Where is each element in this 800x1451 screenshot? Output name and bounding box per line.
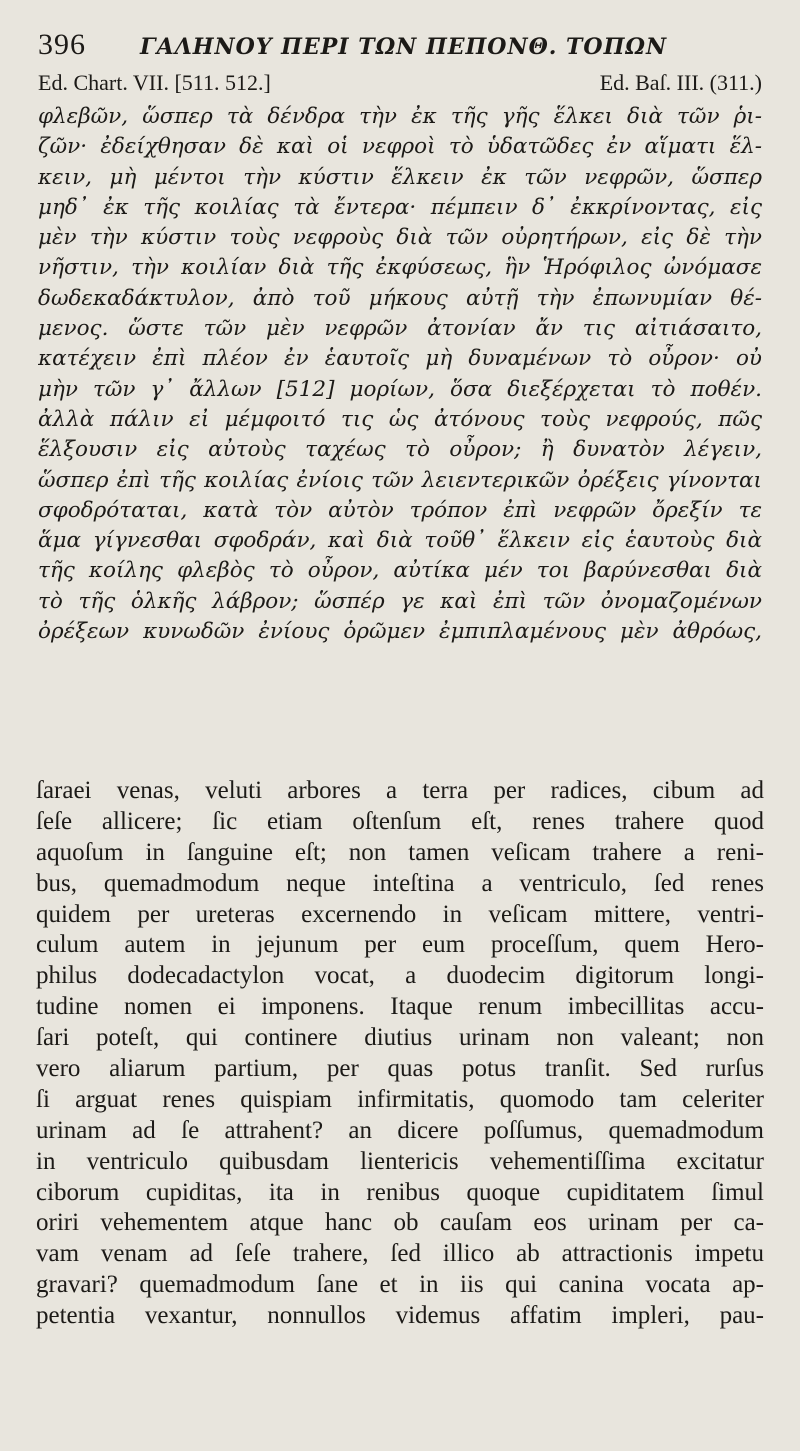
greek-line: ὀρέξεων κυνωδῶν ἐνίους ὁρῶμεν ἐμπιπλαμένους μὲν ἀθρόως,	[38, 619, 762, 645]
greek-line: ἀλλὰ πάλιν εἰ μέμφοιτό τις ὡς ἀτόνους τοὺς νεφρούς, πῶς	[38, 406, 762, 432]
greek-line: φλεβῶν, ὥσπερ τὰ δένδρα τὴν ἐκ τῆς γῆς ἕλκει διὰ τῶν ῥι-	[38, 104, 762, 129]
greek-line: σφοδρόταται, κατὰ τὸν αὐτὸν τρόπον ἐπὶ νεφρῶν ὄρεξίν τε	[38, 497, 762, 523]
latin-line: aquoſum in ſanguine eſt; non tamen veſicam trahere a reni-	[36, 838, 764, 866]
latin-line: in ventriculo quibusdam lientericis vehementiſſima excitatur	[36, 1147, 764, 1175]
latin-text-block	[36, 776, 764, 1332]
edition-basel-reference: Ed. Baſ. III. (311.)	[599, 70, 762, 95]
latin-line: bus, quemadmodum neque inteſtina a ventriculo, ſed renes	[36, 869, 764, 897]
page-header	[38, 28, 762, 64]
latin-line: philus dodecadactylon vocat, a duodecim digitorum longi-	[36, 962, 764, 990]
latin-line: ſari poteſt, qui continere diutius urinam non valeant; non	[36, 1024, 764, 1052]
latin-line: ciborum cupiditas, ita in renibus quoque cupiditatem ſimul	[36, 1178, 764, 1206]
greek-line: τῆς κοίλης φλεβὸς τὸ οὖρον, αὐτίκα μέν τοι βαρύνεσθαι διὰ	[38, 558, 762, 584]
greek-line: τὸ τῆς ὁλκῆς λάβρον; ὥσπέρ γε καὶ ἐπὶ τῶν ὀνομαζομένων	[38, 588, 762, 614]
greek-line: μενος. ὥστε τῶν μὲν νεφρῶν ἀτονίαν ἄν τις αἰτιάσαιτο,	[38, 316, 762, 342]
greek-line: ὥσπερ ἐπὶ τῆς κοιλίας ἐνίοις τῶν λειεντερικῶν ὀρέξεις γίνονται	[38, 467, 762, 493]
greek-line: κειν, μὴ μέντοι τὴν κύστιν ἕλκειν ἐκ τῶν νεφρῶν, ὥσπερ	[38, 164, 762, 190]
running-title: ΓΑΛΗΝΟΥ ΠΕΡΙ ΤΩΝ ΠΕΠΟΝΘ. ΤΟΠΩΝ	[140, 34, 668, 60]
greek-line: μὲν τὴν κύστιν τοὺς νεφροὺς διὰ τῶν οὐρητήρων, εἰς δὲ τὴν	[38, 225, 762, 251]
latin-line: tudine nomen ei imponens. Itaque renum imbecillitas accu-	[36, 993, 764, 1021]
greek-line: κατέχειν ἐπὶ πλέον ἐν ἑαυτοῖς μὴ δυναμένων τὸ οὖρον· οὐ	[38, 346, 762, 372]
latin-line: ſeſe allicere; ſic etiam oſtenſum eſt, renes trahere quod	[36, 807, 764, 835]
page-number: 396	[38, 28, 86, 61]
latin-line: quidem per ureteras excernendo in veſicam mittere, ventri-	[36, 900, 764, 928]
greek-line: νῆστιν, τὴν κοιλίαν διὰ τῆς ἐκφύσεως, ἣν Ἡρόφιλος ὠνόμασε	[38, 255, 762, 281]
latin-line: oriri vehementem atque hanc ob cauſam eos urinam per ca-	[36, 1209, 764, 1237]
latin-line: ſi arguat renes quispiam infirmitatis, quomodo tam celeriter	[36, 1085, 764, 1113]
greek-line: ἕλξουσιν εἰς αὐτοὺς ταχέως τὸ οὖρον; ἢ δυνατὸν λέγειν,	[38, 437, 762, 463]
greek-text-block	[38, 102, 762, 647]
greek-line: δωδεκαδάκτυλον, ἀπὸ τοῦ μήκους αὐτῇ τὴν ἐπωνυμίαν θέ-	[38, 285, 762, 311]
edition-reference-row	[38, 70, 762, 100]
latin-line: vam venam ad ſeſe trahere, ſed illico ab attractionis impetu	[36, 1240, 764, 1268]
greek-line: μὴν τῶν γ᾽ ἄλλων [512] μορίων, ὅσα διεξέρχεται τὸ ποθέν.	[38, 376, 762, 402]
latin-line: culum autem in jejunum per eum proceſſum, quem Hero-	[36, 931, 764, 959]
greek-line: ἅμα γίγνεσθαι σφοδράν, καὶ διὰ τοῦθ᾽ ἕλκειν εἰς ἑαυτοὺς διὰ	[38, 528, 762, 554]
latin-line: gravari? quemadmodum ſane et in iis qui canina vocata ap-	[36, 1271, 764, 1299]
latin-line: urinam ad ſe attrahent? an dicere poſſumus, quemadmodum	[36, 1116, 764, 1144]
latin-line: petentia vexantur, nonnullos videmus affatim impleri, pau-	[36, 1302, 764, 1330]
greek-line: ζῶν· ἐδείχθησαν δὲ καὶ οἱ νεφροὶ τὸ ὑδατῶδες ἐν αἵματι ἕλ-	[38, 134, 762, 160]
greek-line: μηδ᾽ ἐκ τῆς κοιλίας τὰ ἔντερα· πέμπειν δ᾽ ἐκκρίνοντας, εἰς	[38, 194, 762, 220]
edition-chart-reference: Ed. Chart. VII. [511. 512.]	[38, 70, 271, 95]
latin-line: vero aliarum partium, per quas potus tranſit. Sed rurſus	[36, 1055, 764, 1083]
latin-line: ſaraei venas, veluti arbores a terra per radices, cibum ad	[36, 777, 764, 804]
